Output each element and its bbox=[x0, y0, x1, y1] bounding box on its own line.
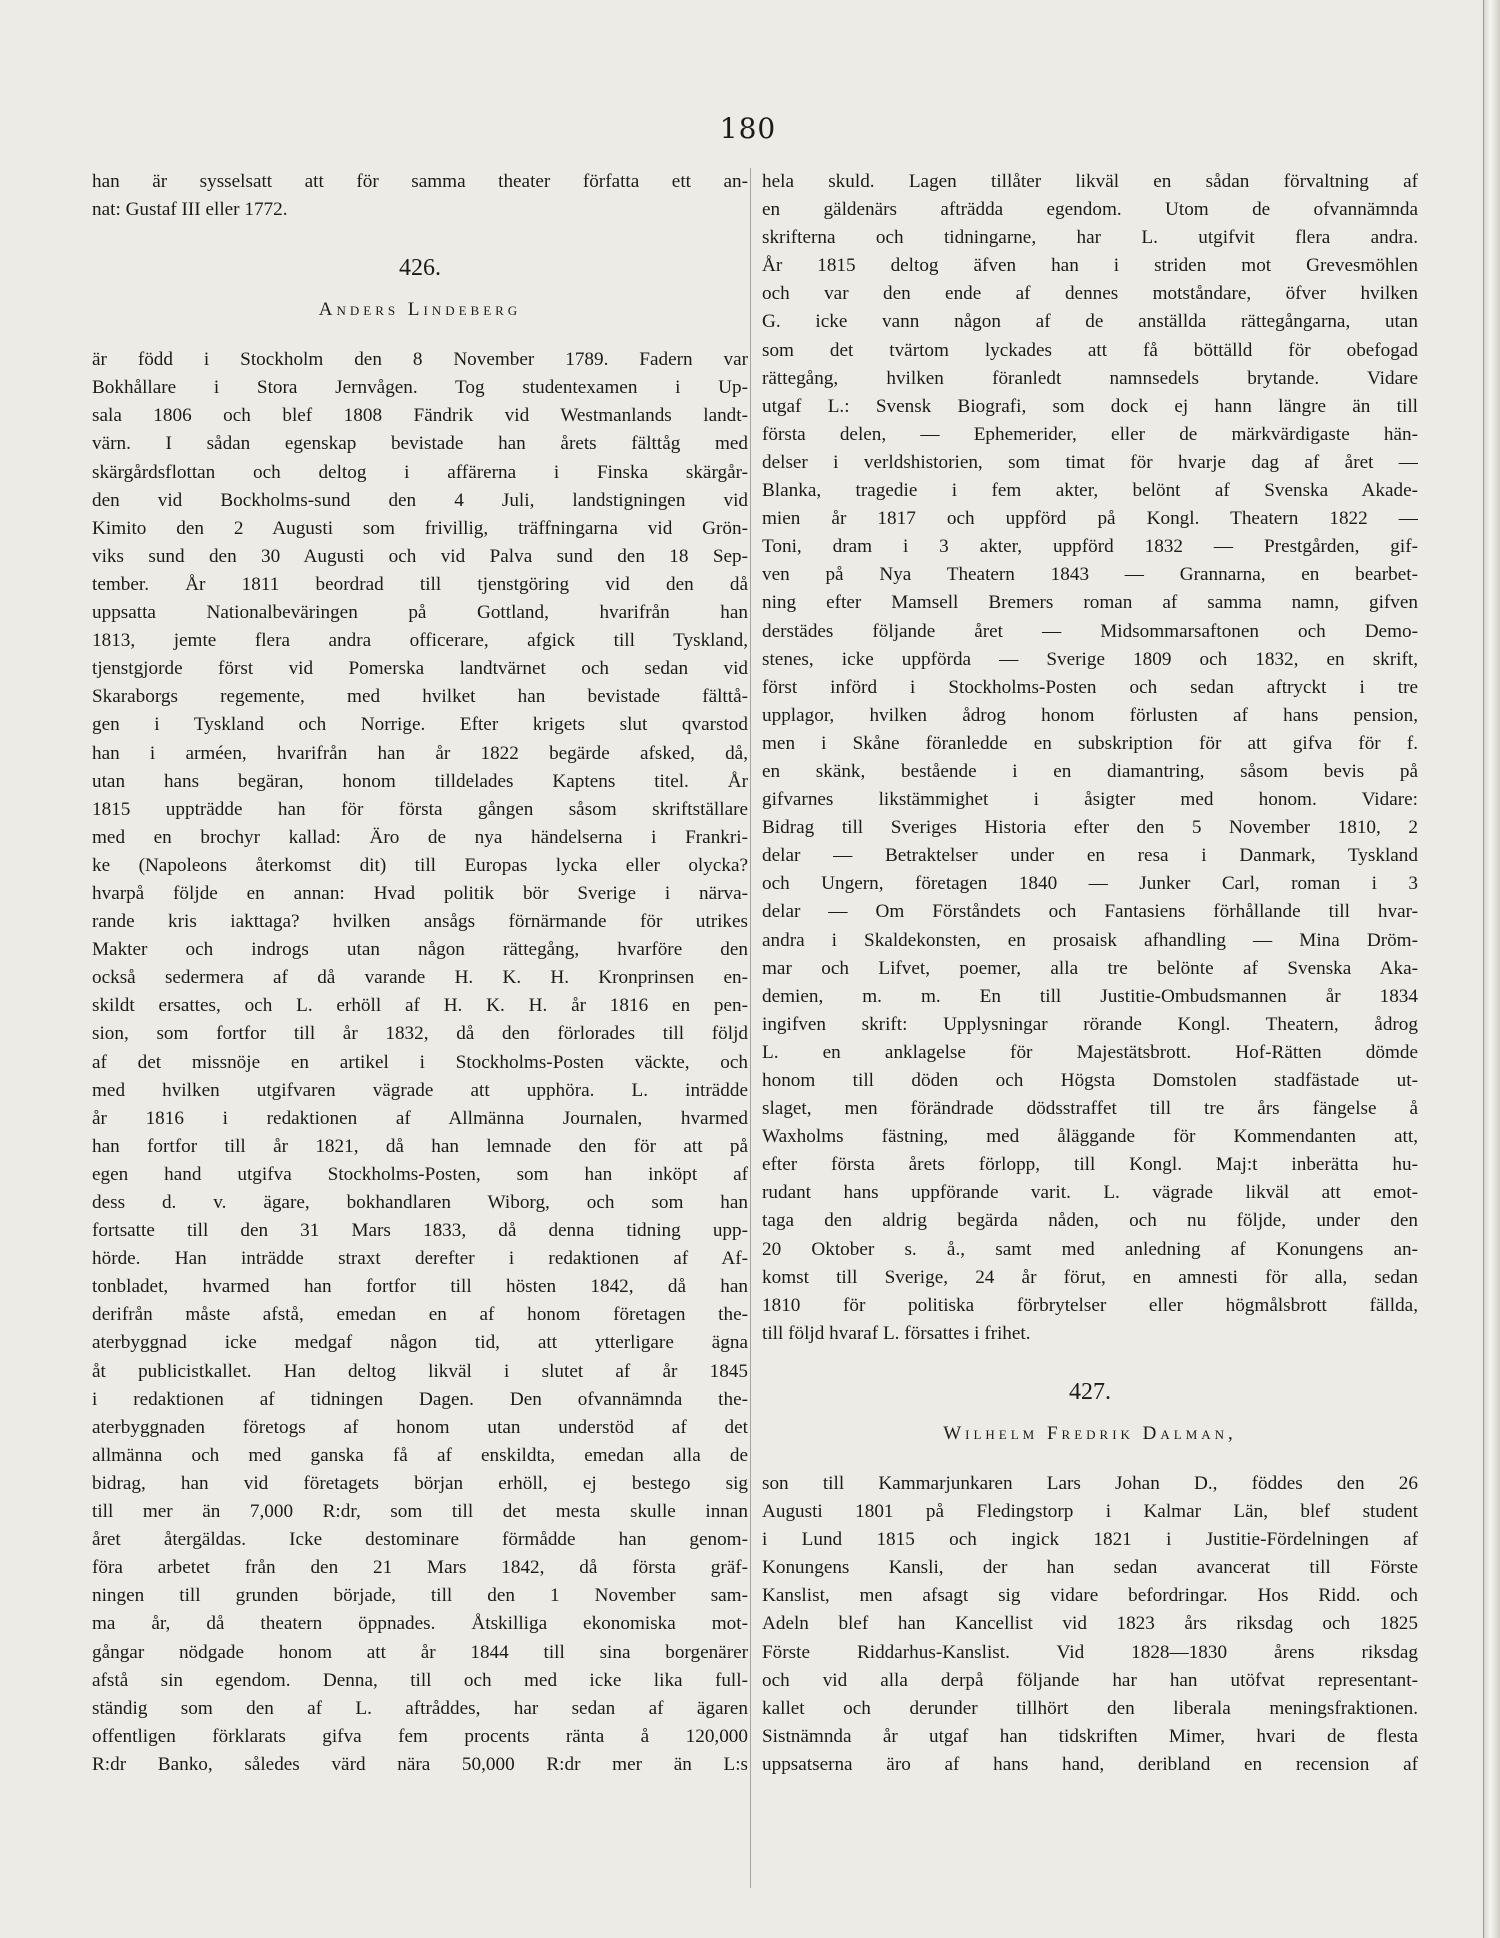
text-line: År 1815 deltog äfven han i striden mot Grevesmöhlen bbox=[762, 255, 1418, 277]
text-line: ma år, då theatern öppnades. Åtskilliga ekonomiska mot- bbox=[92, 1613, 748, 1635]
text-line: men i Skåne föranledde en subskription för att gifva för f. bbox=[762, 732, 1418, 754]
text-line: hela skuld. Lagen tillåter likväl en sådan förvaltning af bbox=[762, 171, 1418, 192]
text-line: en gäldenärs afträdda egendom. Utom de ofvannämnda bbox=[762, 199, 1418, 221]
text-line: en skänk, bestående i en diamantring, såsom bevis på bbox=[762, 760, 1418, 782]
text-line: också sedermera af då varande H. K. H. Kronprinsen en- bbox=[92, 967, 748, 989]
text-line: ning efter Mamsell Bremers roman af samma namn, gifven bbox=[762, 592, 1418, 614]
text-line: han är sysselsatt att för samma theater författa ett an- bbox=[92, 171, 748, 192]
entry-name: Wilhelm Fredrik Dalman, bbox=[943, 1422, 1237, 1444]
text-line: åt publicistkallet. Han deltog likväl i slutet af år 1845 bbox=[92, 1360, 748, 1382]
text-line: Augusti 1801 på Fledingstorp i Kalmar Län, blef student bbox=[762, 1501, 1418, 1523]
text-line: året återgäldas. Icke destominare förmådde han genom- bbox=[92, 1529, 748, 1551]
text-line: med en brochyr kallad: Äro de nya händelserna i Frankri- bbox=[92, 826, 748, 848]
text-line: uppsatta Nationalbeväringen på Gottland, hvarifrån han bbox=[92, 602, 748, 624]
text-line: aterbyggnad icke medgaf någon tid, att ytterligare ägna bbox=[92, 1332, 748, 1354]
text-line: derstädes följande året — Midsommarsaftonen och Demo- bbox=[762, 620, 1418, 642]
text-line: och Ungern, företagen 1840 — Junker Carl, roman i 3 bbox=[762, 873, 1418, 895]
text-line: 20 Oktober s. å., samt med anledning af Konungens an- bbox=[762, 1238, 1418, 1260]
text-line: i Lund 1815 och ingick 1821 i Justitie-Fördelningen af bbox=[762, 1529, 1418, 1551]
text-line: först införd i Stockholms-Posten och sedan aftryckt i tre bbox=[762, 676, 1418, 698]
text-line: son till Kammarjunkaren Lars Johan D., föddes den 26 bbox=[762, 1472, 1418, 1494]
text-line: derifrån måste afstå, emedan en af honom företagen the- bbox=[92, 1304, 748, 1326]
text-line: demien, m. m. En till Justitie-Ombudsmannen år 1834 bbox=[762, 985, 1418, 1007]
spacer bbox=[92, 224, 748, 248]
text-line: 1815 uppträdde han för första gången såsom skriftställare bbox=[92, 798, 748, 820]
text-line: fortsatte till den 31 Mars 1833, då denna tidning upp- bbox=[92, 1220, 748, 1242]
text-line: mien år 1817 och uppförd på Kongl. Theatern 1822 — bbox=[762, 508, 1418, 530]
page-number: 180 bbox=[719, 112, 777, 145]
text-line: delser i verldshistorien, som timat för hvarje dag af året — bbox=[762, 451, 1418, 473]
text-line: tonbladet, hvarmed han fortfor till hösten 1842, då han bbox=[92, 1276, 748, 1298]
text-line: L. en anklagelse för Majestätsbrott. Hof-Rätten dömde bbox=[762, 1041, 1418, 1063]
text-line: och vid alla derpå följande har han utöfvat representant- bbox=[762, 1669, 1418, 1691]
text-line: ständig som den af L. aftråddes, har sedan af ägaren bbox=[92, 1697, 748, 1719]
text-line: 1813, jemte flera andra officerare, afgick till Tyskland, bbox=[92, 630, 748, 652]
entry-name: Anders Lindeberg bbox=[318, 299, 522, 321]
spacer bbox=[762, 1456, 1418, 1470]
text-line: slaget, men förändrade dödsstraffet till tre års fängelse å bbox=[762, 1098, 1418, 1120]
text-line: Waxholms fästning, med åläggande för Kommendanten att, bbox=[762, 1126, 1418, 1148]
text-line: föra arbetet från den 21 Mars 1842, då första gräf- bbox=[92, 1557, 748, 1579]
text-line: hörde. Han inträdde straxt derefter i redaktionen af Af- bbox=[92, 1248, 748, 1270]
text-line: Toni, dram i 3 akter, uppförd 1832 — Prestgården, gif- bbox=[762, 536, 1418, 558]
entry-number: 426. bbox=[399, 255, 441, 282]
text-line: allmänna och med ganska få af enskildta, emedan alla de bbox=[92, 1444, 748, 1466]
spacer bbox=[92, 332, 748, 346]
text-line: Konungens Kansli, der han sedan avancerat till Förste bbox=[762, 1557, 1418, 1579]
text-line: andra i Skaldekonsten, en prosaisk afhandling — Mina Dröm- bbox=[762, 929, 1418, 951]
text-line: är född i Stockholm den 8 November 1789. Fadern var bbox=[92, 349, 748, 371]
text-line: Förste Riddarhus-Kanslist. Vid 1828—1830 årens riksdag bbox=[762, 1641, 1418, 1663]
text-line: taga den aldrig begärda nåden, och nu följde, under den bbox=[762, 1210, 1418, 1232]
text-line: skrifterna och tidningarne, har L. utgifvit flera andra. bbox=[762, 227, 1418, 249]
text-line: ven på Nya Theatern 1843 — Grannarna, en bearbet- bbox=[762, 564, 1418, 586]
text-line: till följd hvaraf L. försattes i frihet. bbox=[762, 1322, 1031, 1344]
left-column bbox=[92, 168, 748, 1779]
text-line: R:dr Banko, således värd nära 50,000 R:dr mer än L:s bbox=[92, 1753, 748, 1775]
text-line: hvarpå följde en annan: Hvad politik bör Sverige i närva- bbox=[92, 882, 748, 904]
text-line: med hvilken utgifvaren vägrade att upphöra. L. inträdde bbox=[92, 1079, 748, 1101]
text-line: och var den ende af dennes motståndare, öfver hvilken bbox=[762, 283, 1418, 305]
text-line: Makter och indrogs utan någon rättegång, hvarföre den bbox=[92, 939, 748, 961]
text-line: gifvarnes likstämmighet i åsigter med honom. Vidare: bbox=[762, 789, 1418, 811]
text-line: viks sund den 30 Augusti och vid Palva sund den 18 Sep- bbox=[92, 545, 748, 567]
text-line: gångar nödgade honom att år 1844 till sina borgenärer bbox=[92, 1641, 748, 1663]
text-line: efter första årets förlopp, till Kongl. Maj:t inberätta hu- bbox=[762, 1154, 1418, 1176]
text-line: delar — Betraktelser under en resa i Danmark, Tyskland bbox=[762, 845, 1418, 867]
text-line: mar och Lifvet, poemer, alla tre belönte af Svenska Aka- bbox=[762, 957, 1418, 979]
text-line: Adeln blef han Kancellist vid 1823 års riksdag och 1825 bbox=[762, 1613, 1418, 1635]
text-line: utan hans begäran, honom tilldelades Kaptens titel. År bbox=[92, 770, 748, 792]
text-line: delar — Om Förståndets och Fantasiens förhållande till hvar- bbox=[762, 901, 1418, 923]
text-line: komst till Sverige, 24 år förut, en amnesti för alla, sedan bbox=[762, 1266, 1418, 1288]
text-line: aterbyggnaden företogs af honom utan understöd af det bbox=[92, 1416, 748, 1438]
text-line: af det missnöje en artikel i Stockholms-Posten väckte, och bbox=[92, 1051, 748, 1073]
text-line: kallet och derunder tillhört den liberala meningsfraktionen. bbox=[762, 1697, 1418, 1719]
text-line: afstå sin egendom. Denna, till och med icke lika full- bbox=[92, 1669, 748, 1691]
text-line: utgaf L.: Svensk Biografi, som dock ej hann längre än till bbox=[762, 395, 1418, 417]
text-line: G. icke vann någon af de anställda rättegångarna, utan bbox=[762, 311, 1418, 333]
text-line: Kanslist, men afsagt sig vidare befordringar. Hos Ridd. och bbox=[762, 1585, 1418, 1607]
text-line: tjenstgjorde först vid Pomerska landtvärnet och sedan vid bbox=[92, 658, 748, 680]
text-line: sion, som fortfor till år 1832, då den förlorades till följd bbox=[92, 1023, 748, 1045]
spacer bbox=[762, 1348, 1418, 1372]
text-line: 1810 för politiska förbrytelser eller högmålsbrott fällda, bbox=[762, 1294, 1418, 1316]
text-line: första delen, — Ephemerider, eller de märkvärdigaste hän- bbox=[762, 423, 1418, 445]
text-line: uppsatserna äro af hans hand, deribland en recension af bbox=[762, 1753, 1418, 1775]
text-line: Kimito den 2 Augusti som frivillig, träffningarna vid Grön- bbox=[92, 517, 748, 539]
text-line: rudant hans uppförande varit. L. vägrade likväl att emot- bbox=[762, 1182, 1418, 1204]
text-line: nat: Gustaf III eller 1772. bbox=[92, 199, 288, 221]
text-line: stenes, icke uppförda — Sverige 1809 och 1832, en skrift, bbox=[762, 648, 1418, 670]
text-line: ke (Napoleons återkomst dit) till Europas lycka eller olycka? bbox=[92, 854, 748, 876]
text-line: ingifven skrift: Upplysningar rörande Kongl. Theatern, ådrog bbox=[762, 1013, 1418, 1035]
text-line: offentligen förklarats gifva fem procents ränta å 120,000 bbox=[92, 1725, 748, 1747]
text-line: år 1816 i redaktionen af Allmänna Journalen, hvarmed bbox=[92, 1107, 748, 1129]
text-line: skärgårdsflottan och deltog i affärerna i Finska skärgår- bbox=[92, 461, 748, 483]
text-line: honom till döden och Högsta Domstolen stadfästade ut- bbox=[762, 1070, 1418, 1091]
entry-number: 427. bbox=[1069, 1378, 1111, 1405]
text-line: bidrag, han vid företagets början erhöll, ej bestego sig bbox=[92, 1472, 748, 1494]
text-line: tember. År 1811 beordrad till tjenstgöring vid den då bbox=[92, 573, 748, 595]
text-line: som det tvärtom lyckades att få böttälld för obefogad bbox=[762, 339, 1418, 361]
text-line: han i arméen, hvarifrån han år 1822 begärde afsked, då, bbox=[92, 742, 748, 764]
text-line: dess d. v. ägare, bokhandlaren Wiborg, och som han bbox=[92, 1192, 748, 1213]
text-line: han fortfor till år 1821, då han lemnade den för att på bbox=[92, 1135, 748, 1157]
text-line: rande kris iakttaga? hvilken ansågs förnärmande för utrikes bbox=[92, 911, 748, 933]
text-line: skildt ersattes, och L. erhöll af H. K. H. år 1816 en pen- bbox=[92, 995, 748, 1017]
text-line: Sistnämnda år utgaf han tidskriften Mimer, hvari de flesta bbox=[762, 1725, 1418, 1747]
text-line: Bokhållare i Stora Jernvågen. Tog studentexamen i Up- bbox=[92, 377, 748, 399]
text-line: Bidrag till Sveriges Historia efter den 5 November 1810, 2 bbox=[762, 817, 1418, 839]
text-line: rättegång, hvilken föranledt namnsedels brytande. Vidare bbox=[762, 367, 1418, 389]
text-line: den vid Bockholms-sund den 4 Juli, landstigningen vid bbox=[92, 489, 748, 511]
text-line: sala 1806 och blef 1808 Fändrik vid Westmanlands landt- bbox=[92, 405, 748, 427]
text-line: i redaktionen af tidningen Dagen. Den ofvannämnda the- bbox=[92, 1388, 748, 1410]
column-divider bbox=[750, 168, 751, 1888]
text-line: Blanka, tragedie i fem akter, belönt af Svenska Akade- bbox=[762, 480, 1418, 502]
text-line: Skaraborgs regemente, med hvilket han bevistade fälttå- bbox=[92, 686, 748, 708]
text-line: ningen till grunden började, till den 1 November sam- bbox=[92, 1585, 748, 1607]
right-column bbox=[762, 168, 1418, 1779]
text-line: värn. I sådan egenskap bevistade han årets fälttåg med bbox=[92, 433, 748, 455]
text-line: gen i Tyskland och Norrige. Efter krigets slut qvarstod bbox=[92, 714, 748, 736]
text-line: till mer än 7,000 R:dr, som till det mesta skulle innan bbox=[92, 1501, 748, 1523]
text-line: upplagor, hvilken ådrog honom förlusten af hans pension, bbox=[762, 704, 1418, 726]
text-line: egen hand utgifva Stockholms-Posten, som han inköpt af bbox=[92, 1163, 748, 1185]
page-edge bbox=[1483, 0, 1500, 1938]
